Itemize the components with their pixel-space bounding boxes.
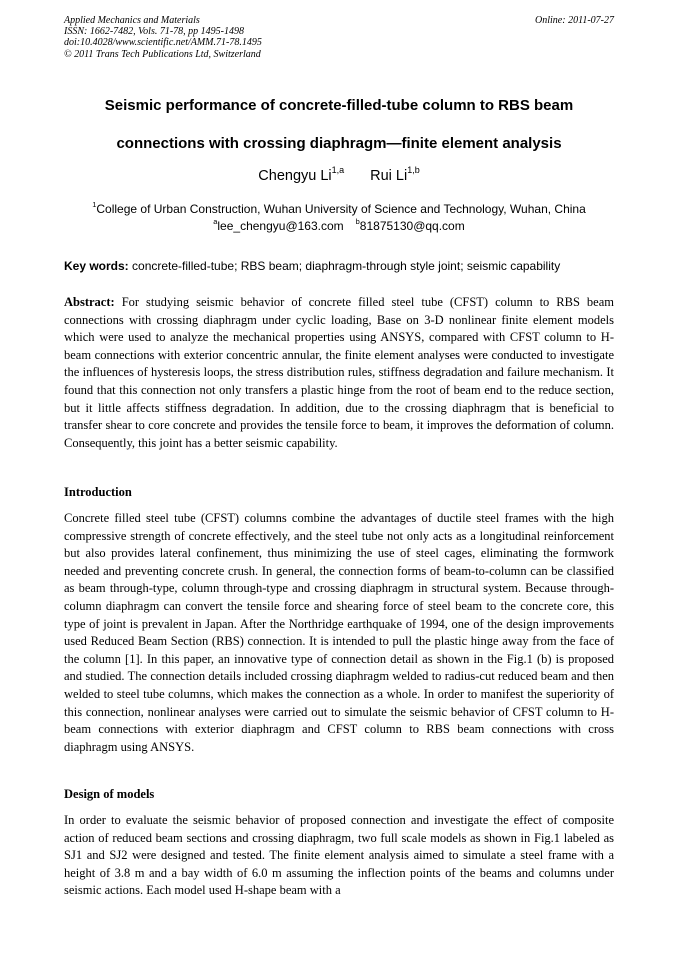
affiliation-mark: 1 bbox=[92, 200, 97, 210]
author-name: Rui Li bbox=[370, 168, 408, 184]
title-line-2: connections with crossing diaphragm—finite element analysis bbox=[116, 135, 562, 152]
keywords bbox=[64, 258, 624, 275]
journal-name: Applied Mechanics and Materials bbox=[64, 15, 200, 26]
email-link[interactable]: 81875130@qq.com bbox=[359, 219, 465, 233]
email-link[interactable]: lee_chengyu@163.com bbox=[217, 219, 344, 233]
affiliation-text: College of Urban Construction, Wuhan University of Science and Technology, Wuhan, China bbox=[96, 202, 586, 216]
online-date: Online: 2011-07-27 bbox=[535, 15, 614, 26]
affiliation-line bbox=[0, 201, 678, 218]
author-list bbox=[0, 166, 678, 186]
abstract bbox=[64, 294, 614, 452]
abstract-label: Abstract: bbox=[64, 295, 115, 309]
keywords-label: Key words: bbox=[64, 259, 129, 273]
section-heading-introduction: Introduction bbox=[64, 485, 132, 499]
email-mark: b bbox=[355, 217, 360, 227]
author-name: Chengyu Li bbox=[258, 168, 332, 184]
abstract-text: For studying seismic behavior of concrete filled steel tube (CFST) column to RBS beam connections with crossing diaphragm under cyclic loading, Base on 3-D nonlinear finite element models which were used to analyze the mechanical properties using ANSYS, compared with CFST column to H-beam connections with exterior concentric annular, the finite element analyses were conducted to investigate the influences of hysteresis loops, the stress distribution rules, stiffness degradation and failure mechanism. It found that this connection not only transfers a plastic hinge from the root of beam end to the reduce section, but it little affects stiffness degradation. In addition, due to the crossing diaphragm that is beneficial to transfer shear to core concrete and provides the tensile force to beam, it improves the deformation of column. Consequently, this joint has a better seismic capability. bbox=[64, 295, 614, 450]
affiliation-block bbox=[0, 201, 678, 235]
email-mark: a bbox=[213, 217, 218, 227]
paper-title bbox=[40, 87, 638, 163]
doi-line: doi:10.4028/www.scientific.net/AMM.71-78.1495 bbox=[64, 37, 262, 49]
title-line-1: Seismic performance of concrete-filled-tube column to RBS beam bbox=[104, 97, 574, 114]
introduction-paragraph: Concrete filled steel tube (CFST) columns combine the advantages of ductile steel frames with the high compressive strength of concrete effectively, and the steel tube not only acts as a longitudinal reinforcement but also provides lateral confinement, thus minimizing the use of steel cages, eliminating the formwork needed and preventing concrete crush. In general, the connection forms of beam-to-column can be classified as beam through-type, column through-type and crossing diaphragm in structural system. Because through-column diaphragm can convert the tensile force and shearing force of steel beam to the concrete core, this type of joint is prevalent in Japan. After the Northridge earthquake of 1994, one of the design improvements used Reduced Beam Section (RBS) connection. It is intended to pull the plastic hinge away from the face of the column [1]. In this paper, an innovative type of connection detail as shown in the Fig.1 (b) is proposed and studied. The connection details included crossing diaphragm welded to radius-cut reduced beam and then welded to steel tube columns, which makes the connection as a whole. In order to manifest the superiority of this connection, nonlinear analyses were carried out to simulate the seismic behavior of CFST column to H-beam connections with exterior diaphragm and CFST column to RBS beam connections with cross diaphragm using ANSYS. bbox=[64, 511, 614, 754]
design-of-models-paragraph: In order to evaluate the seismic behavior of proposed connection and investigate the effect of composite action of reduced beam sections and crossing diaphragm, two full scale models as shown in Fig.1 labeled as SJ1 and SJ2 were designed and tested. The finite element analysis aimed to simulate a steel frame with a height of 3.8 m and a bay width of 6.0 m assuming the inflection points of the beams and columns under seismic actions. Each model used H-shape beam with a bbox=[64, 813, 614, 898]
journal-header bbox=[64, 15, 262, 60]
author-affiliation-mark: 1,a bbox=[331, 165, 345, 176]
issn-line: ISSN: 1662-7482, Vols. 71-78, pp 1495-1498 bbox=[64, 26, 244, 38]
keywords-text: concrete-filled-tube; RBS beam; diaphragm-through style joint; seismic capability bbox=[128, 259, 561, 273]
section-heading-design-of-models: Design of models bbox=[64, 787, 155, 801]
author-affiliation-mark: 1,b bbox=[407, 165, 420, 176]
copyright-line: © 2011 Trans Tech Publications Ltd, Switzerland bbox=[64, 48, 261, 60]
email-line bbox=[0, 218, 678, 235]
